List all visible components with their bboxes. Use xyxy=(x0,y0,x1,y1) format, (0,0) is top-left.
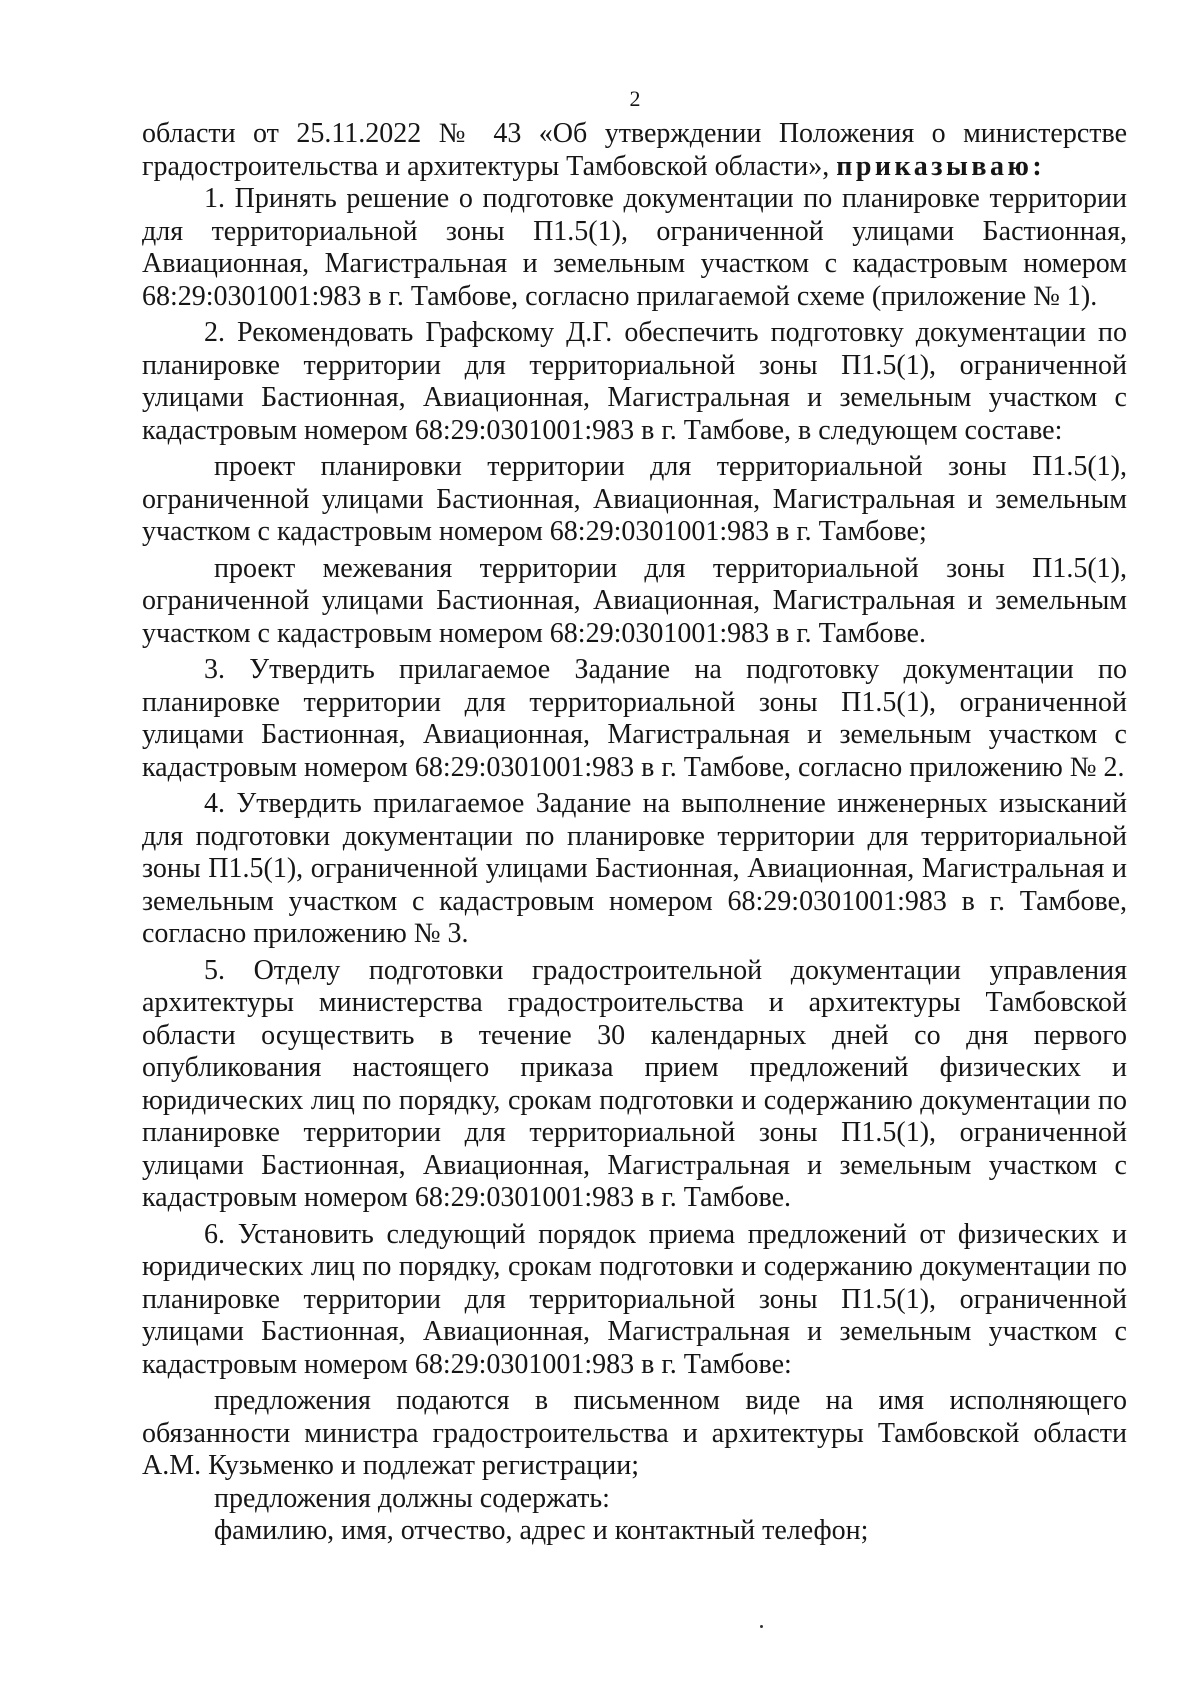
item-2: 2. Рекомендовать Графскому Д.Г. обеспечить подготовку документации по планировке территории для территориальной зоны П1.5(1), ограниченной улицами Бастионная, Авиационная, Магистральная и земельным участком с кадастровым номером 68:29:0301001:983 в г. Тамбове, в следующем составе: xyxy=(142,317,1127,446)
scan-speck xyxy=(760,1625,763,1628)
order-keyword: приказываю: xyxy=(836,150,1046,182)
page-number: 2 xyxy=(629,86,641,111)
item-6-sub-2: предложения должны содержать: xyxy=(214,1482,610,1514)
item-6-sub-1: предложения подаются в письменном виде на имя исполняющего обязанности министра градостроительства и архитектуры Тамбовской области А.М. Кузьменко и подлежат регистрации; xyxy=(142,1385,1127,1481)
intro-text: области от 25.11.2022 № 43 «Об утверждении Положения о министерстве градостроительства и архитектуры Тамбовской области», xyxy=(142,118,1127,182)
item-6-sub-3: фамилию, имя, отчество, адрес и контактный телефон; xyxy=(214,1515,869,1546)
item-1: 1. Принять решение о подготовке документации по планировке территории для территориальной зоны П1.5(1), ограниченной улицами Бастионная, Авиационная, Магистральная и земельным участком с кадастровым номером 68:29:0301001:983 в г. Тамбове, согласно прилагаемой схеме (приложение № 1). xyxy=(142,183,1127,312)
item-2-sub-2: проект межевания территории для территориальной зоны П1.5(1), ограниченной улицами Бастионная, Авиационная, Магистральная и земельным участком с кадастровым номером 68:29:0301001:983 в г. Тамбове. xyxy=(142,552,1127,649)
item-3: 3. Утвердить прилагаемое Задание на подготовку документации по планировке территории для территориальной зоны П1.5(1), ограниченной улицами Бастионная, Авиационная, Магистральная и земельным участком с кадастровым номером 68:29:0301001:983 в г. Тамбове, согласно приложению № 2. xyxy=(142,654,1127,783)
intro-paragraph xyxy=(142,118,1127,183)
item-2-sub-1: проект планировки территории для территориальной зоны П1.5(1), ограниченной улицами Бастионная, Авиационная, Магистральная и земельным участком с кадастровым номером 68:29:0301001:983 в г. Тамбове; xyxy=(142,451,1127,547)
item-6: 6. Установить следующий порядок приема предложений от физических и юридических лиц по порядку, срокам подготовки и содержанию документации по планировке территории для территориальной зоны П1.5(1), ограниченной улицами Бастионная, Авиационная, Магистральная и земельным участком с кадастровым номером 68:29:0301001:983 в г. Тамбове: xyxy=(142,1218,1127,1380)
document-body xyxy=(142,118,1127,1548)
item-5: 5. Отделу подготовки градостроительной документации управления архитектуры министерства градостроительства и архитектуры Тамбовской области осуществить в течение 30 календарных дней со дня первого опубликования настоящего приказа прием предложений физических и юридических лиц по порядку, срокам подготовки и содержанию документации по планировке территории для территориальной зоны П1.5(1), ограниченной улицами Бастионная, Авиационная, Магистральная и земельным участком с кадастровым номером 68:29:0301001:983 в г. Тамбове. xyxy=(142,954,1127,1213)
item-4: 4. Утвердить прилагаемое Задание на выполнение инженерных изысканий для подготовки документации по планировке территории для территориальной зоны П1.5(1), ограниченной улицами Бастионная, Авиационная, Магистральная и земельным участком с кадастровым номером 68:29:0301001:983 в г. Тамбове, согласно приложению № 3. xyxy=(142,788,1127,949)
